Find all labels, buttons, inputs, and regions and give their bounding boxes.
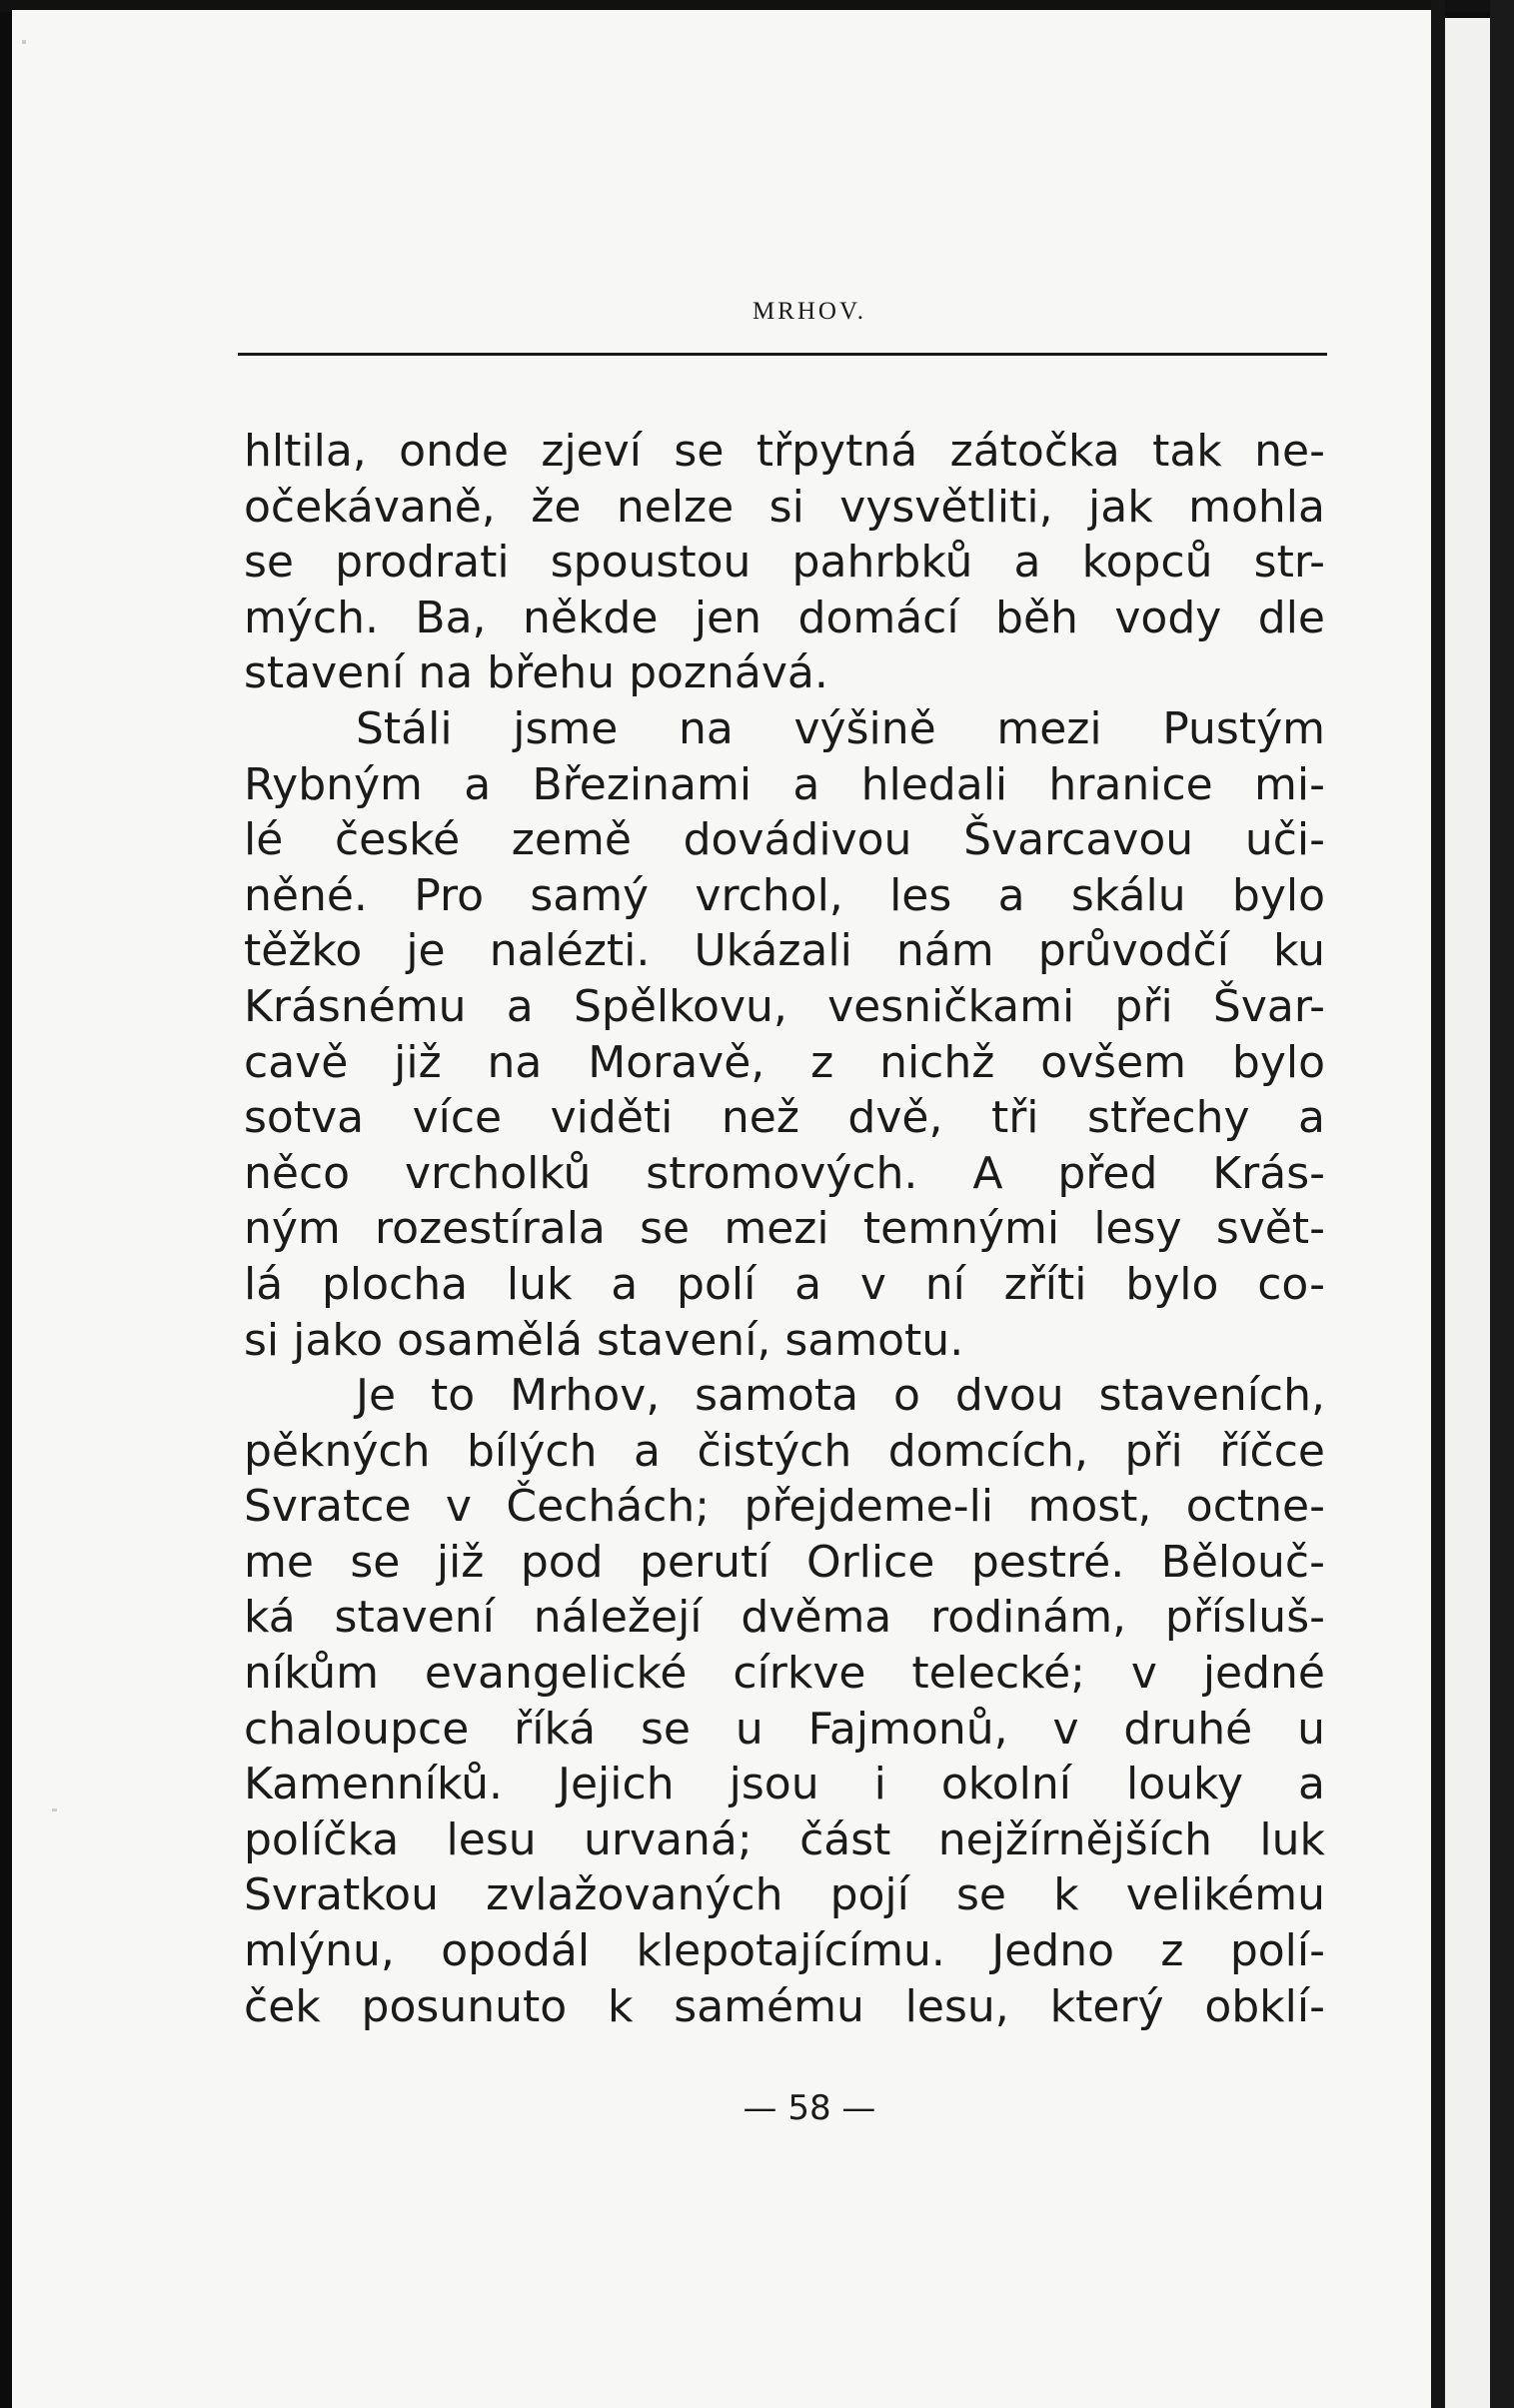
page-number: — 58 — — [743, 2088, 876, 2128]
scan-speck — [22, 40, 26, 44]
text-line: mých. Ba, někde jen domácí běh vody dle — [244, 592, 1325, 643]
text-line: něco vrcholků stromových. A před Krás- — [244, 1147, 1325, 1199]
text-line: sotva více viděti než dvě, tři střechy a — [244, 1092, 1325, 1144]
text-line: ček posunuto k samému lesu, který obklí- — [244, 1980, 1325, 2032]
text-line: políčka lesu urvaná; část nejžírnějších luk — [244, 1813, 1325, 1865]
text-line: Stáli jsme na výšině mezi Pustým — [356, 702, 1325, 754]
running-head: MRHOV. — [752, 298, 867, 325]
text-line: mlýnu, opodál klepotajícímu. Jedno z polí- — [244, 1925, 1325, 1977]
text-line: níkům evangelické církve telecké; v jedné — [244, 1648, 1325, 1700]
text-line: Kamenníků. Jejich jsou i okolní louky a — [244, 1759, 1325, 1810]
text-line: očekávaně, že nelze si vysvětliti, jak mohla — [244, 481, 1325, 533]
text-line: si jako osamělá stavení, samotu. — [244, 1314, 964, 1366]
text-line: chaloupce říká se u Fajmonů, v druhé u — [244, 1703, 1325, 1755]
page-gutter-shadow — [1431, 0, 1445, 2408]
body-text — [244, 424, 1325, 2034]
text-line: těžko je nalézti. Ukázali nám průvodčí ku — [244, 925, 1325, 977]
next-page-edge — [1445, 18, 1490, 2408]
text-line: stavení na břehu poznává. — [244, 647, 828, 699]
text-line: Krásnému a Spělkovu, vesničkami při Švar- — [244, 980, 1325, 1032]
text-line: me se již pod perutí Orlice pestré. Bělouč- — [244, 1536, 1325, 1588]
text-line: Svratce v Čechách; přejdeme-li most, octne- — [244, 1481, 1325, 1533]
text-line: něné. Pro samý vrchol, les a skálu bylo — [244, 869, 1325, 921]
text-line: cavě již na Moravě, z nichž ovšem bylo — [244, 1036, 1325, 1088]
text-line: ným rozestírala se mezi temnými lesy svět- — [244, 1203, 1325, 1255]
text-line: lé české země dovádivou Švarcavou uči- — [244, 814, 1325, 866]
text-line: Svratkou zvlažovaných pojí se k velikému — [244, 1869, 1325, 1921]
text-line: lá plocha luk a polí a v ní zříti bylo co- — [244, 1258, 1325, 1310]
text-line: pěkných bílých a čistých domcích, při říčce — [244, 1425, 1325, 1477]
scan-border-right — [1490, 0, 1514, 2408]
text-line: se prodrati spoustou pahrbků a kopců str- — [244, 537, 1325, 589]
scan-speck — [52, 1808, 57, 1811]
text-line: ká stavení náležejí dvěma rodinám, přísluš- — [244, 1592, 1325, 1644]
text-line: Rybným a Březinami a hledali hranice mi- — [244, 758, 1325, 810]
header-rule — [238, 353, 1327, 356]
text-line: Je to Mrhov, samota o dvou staveních, — [356, 1370, 1325, 1422]
text-line: hltila, onde zjeví se třpytná zátočka tak ne- — [244, 426, 1325, 477]
